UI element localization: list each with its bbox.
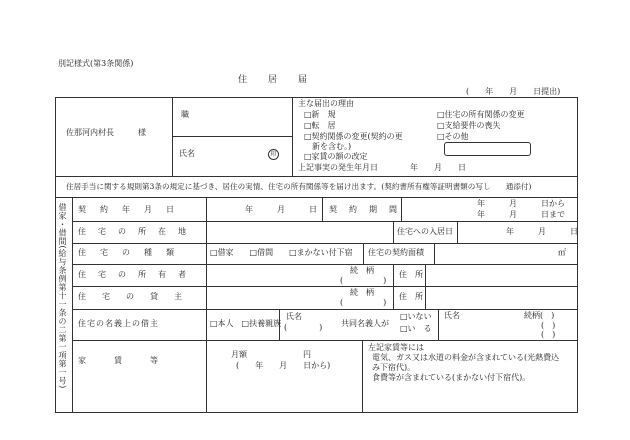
housing-type-options[interactable]: □借家 □借間 □まかない付下宿 [210,248,353,257]
co-tenant-none[interactable]: □いない [400,312,432,321]
side-label: 借家・借間(給与条例第十一条の二第一項第一号) [58,203,67,389]
rent-note-utilities[interactable]: 電気、ガス又は水道の料金が含まれている(光熱費込 [372,353,560,362]
owner-relation-paren[interactable]: ( ) [340,276,387,285]
position-label: 職 [181,110,189,119]
reasons-heading: 主な届出の理由 [298,99,354,108]
reason-contract-change[interactable]: □契約関係の変更(契約の更 [304,132,403,141]
contract-date-label: 契 約 年 月 日 [78,205,177,214]
rent-note-meals[interactable]: 食費等が含まれている(まかない付下宿代)。 [372,373,531,382]
housing-type-label: 住 宅 の 種 類 [78,248,177,257]
rent-note-utilities-cont: み下宿代)。 [372,363,416,372]
contract-period-label: 契 約 期 間 [329,205,399,214]
move-in-value[interactable]: 年 月 日 [506,227,578,236]
submission-date[interactable]: ( 年 月 日提出) [466,87,561,96]
co-tenant-exists[interactable]: □い る [400,324,432,333]
name-label: 氏名 [179,149,195,158]
move-in-label: 住宅への入居日 [397,227,453,236]
lessor-label: 住 宅 の 貸 主 [78,292,186,301]
tenant-label: 住宅の名義上の借主 [78,319,159,328]
form-reference: 別記様式(第3条関係) [58,59,134,68]
occurrence-date[interactable]: 上記事実の発生年月日 年 月 日 [298,163,466,172]
reason-rent-revision[interactable]: □家賃の額の改定 [304,152,368,161]
contract-area-label: 住宅の契約面積 [368,248,424,257]
co-tenant-paren-2[interactable]: ( ) [541,330,556,339]
area-unit: ㎡ [558,248,566,257]
reason-ownership-change[interactable]: □住宅の所有関係の変更 [437,110,525,119]
seal-mark: 印 [268,149,279,160]
rent-monthly[interactable]: 月額 円 [231,350,311,359]
lessor-relation-paren[interactable]: ( ) [340,298,387,307]
co-tenant-paren-1[interactable]: ( ) [541,321,556,330]
other-reason-bracket[interactable] [444,142,531,156]
rent-effective-from[interactable]: ( 年 月 日から) [236,361,331,370]
reason-other[interactable]: □その他 [437,132,469,141]
reason-relocation[interactable]: □転 居 [304,121,336,130]
owner-relation-label: 続 柄 [350,266,374,275]
reason-eligibility-loss[interactable]: □支給要件の喪失 [437,121,501,130]
lessor-relation-label: 続 柄 [350,288,374,297]
tenant-name-paren[interactable]: ( ) [284,323,323,332]
contract-date-value[interactable]: 年 月 日 [245,205,317,214]
lessor-address-label: 住 所 [399,292,423,301]
location-label: 住 宅 の 所 在 地 [78,227,188,236]
tenant-name-label: 氏名 [286,312,302,321]
co-tenant-label: 共同名義人が [341,319,389,328]
owner-label: 住 宅 の 所 有 者 [78,270,188,279]
tenant-options[interactable]: □本人 □扶養親族 [210,319,282,328]
contract-period-from[interactable]: 年 月 日から [477,199,565,208]
contract-period-to[interactable]: 年 月 日まで [477,210,565,219]
reason-new[interactable]: □新 規 [304,110,336,119]
rent-note-intro: 左記家賃等には [368,343,424,352]
co-tenant-relation[interactable]: 続柄( ) [524,311,555,320]
co-tenant-name-label: 氏名 [444,311,460,320]
declaration-text: 住居手当に関する規則第3条の規定に基づき、居住の実情、住宅の所有関係等を届け出ます。(契約書所有権等証明書類の写し 通添付) [66,182,532,191]
owner-address-label: 住 所 [399,270,423,279]
form-title: 住 居 届 [238,75,309,85]
rent-label: 家 賃 等 [78,356,159,365]
reason-contract-change-cont: 新を含む。) [304,142,352,151]
recipient: 佐那河内村長 様 [66,128,146,137]
